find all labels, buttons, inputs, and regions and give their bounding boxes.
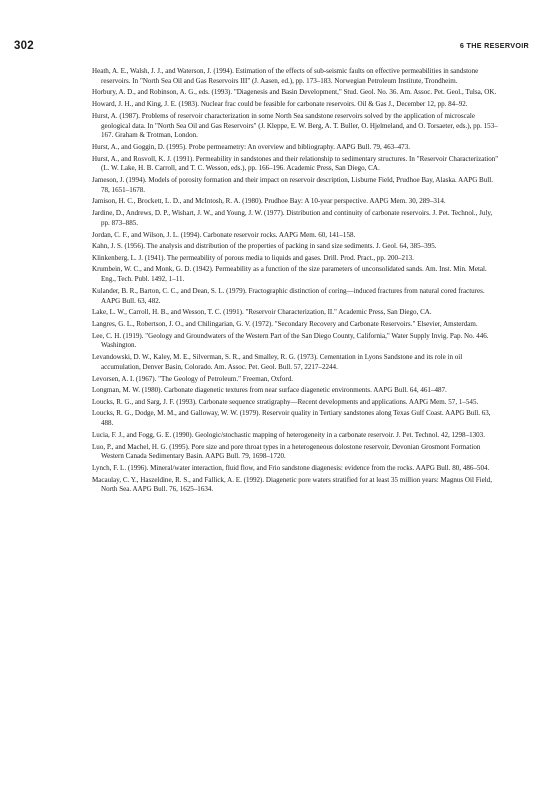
reference-entry: Lynch, F. L. (1996). Mineral/water interaction, fluid flow, and Frio sandstone diagenesis: evidence from the rocks. AAPG Bull. 80, 486–504. xyxy=(92,463,490,472)
reference-entry: Jardine, D., Andrews, D. P., Wishart, J. W., and Young, J. W. (1977). Distribution and continuity of carbonate reservoirs. J. Pet. Technol., July, pp. 873–885. xyxy=(92,209,493,227)
page-number: 302 xyxy=(14,40,34,52)
reference-list xyxy=(92,67,502,497)
reference-entry: Luo, P., and Machel, H. G. (1995). Pore size and pore throat types in a heterogeneous dolostone reservoir, Devonian Grosmont Formation Western Canada Sedimentary Basin. AAPG Bull. 79, 1698–1720. xyxy=(92,442,481,461)
reference-entry: Jameson, J. (1994). Models of porosity formation and their impact on reservoir description, Lisburne Field, Prudhoe Bay, Alaska. AAPG Bull. 78, 1651–1678. xyxy=(92,176,493,194)
reference-entry: Howard, J. H., and King, J. E. (1983). Nuclear frac could be feasible for carbonate reservoirs. Oil & Gas J., December 12, pp. 84–92. xyxy=(92,100,468,109)
reference-entry: Horbury, A. D., and Robinson, A. G., eds. (1993). "Diagenesis and Basin Development," Stud. Geol. No. 36. Am. Assoc. Pet. Geol., Tulsa, OK. xyxy=(92,88,497,97)
page-header xyxy=(14,40,529,56)
running-head: 6 THE RESERVOIR xyxy=(459,41,529,50)
reference-entry: Lucia, F. J., and Fogg, G. E. (1990). Geologic/stochastic mapping of heterogeneity in a carbonate reservoir. J. Pet. Technol. 42, 1298–1303. xyxy=(92,430,485,439)
reference-entry: Jordan, C. F., and Wilson, J. L. (1994). Carbonate reservoir rocks. AAPG Mem. 60, 141–158. xyxy=(92,230,356,239)
reference-entry: Langres, G. L., Robertson, J. O., and Chilingarian, G. V. (1972). "Secondary Recovery and Carbonate Reservoirs." Elsevier, Amsterdam. xyxy=(92,319,478,328)
reference-entry: Krumbein, W. C., and Monk, G. D. (1942). Permeability as a function of the size parameters of unconsolidated sands. Am. Inst. Min. Metal. Eng., Tech. Publ. 1492, 1–11. xyxy=(92,265,487,284)
reference-entry: Hurst, A. (1987). Problems of reservoir characterization in some North Sea sandstone reservoirs solved by the application of microscale geological data. In "North Sea Oil and Gas Reservoirs" (J. Kleppe, E. W. Berg, A. T. Buller, O. Hjelmeland, and O. Torsaeter, eds.), pp. 153–167. Graham & Trotman, London. xyxy=(92,111,498,140)
reference-entry: Hurst, A., and Goggin, D. (1995). Probe permeametry: An overview and bibliography. AAPG Bull. 79, 463–473. xyxy=(92,142,410,151)
reference-entry: Loucks, R. G., and Sarg, J. F. (1993). Carbonate sequence stratigraphy—Recent developments and applications. AAPG Mem. 57, 1–545. xyxy=(92,397,479,406)
reference-entry: Levandowski, D. W., Kaley, M. E., Silverman, S. R., and Smalley, R. G. (1973). Cementation in Lyons Sandstone and its role in oil accumulation, Denver Basin, Colorado. Am. Assoc. Pet. Geol. Bull. 57, 2217–2244. xyxy=(92,353,463,371)
reference-entry: Heath, A. E., Walsh, J. J., and Waterson, J. (1994). Estimation of the effects of sub-seismic faults on effective permeabilities in sandstone reservoirs. In "North Sea Oil and Gas Reservoirs III" (J. Aasen, ed.), pp. 173–183. Norwegian Petroleum Institute, Trondheim. xyxy=(92,67,479,85)
reference-entry: Lake, L. W., Carroll, H. B., and Wesson, T. C. (1991). "Reservoir Characterization, II." Academic Press, San Diego, CA. xyxy=(92,308,432,317)
reference-entry: Hurst, A., and Rosvoll, K. J. (1991). Permeability in sandstones and their relationship to sedimentary structures. In "Reservoir Characterization" (L. W. Lake, H. B. Carroll, and T. C. Wesson, eds.), pp. 166–196. Academic Press, San Diego, CA. xyxy=(92,154,499,173)
reference-entry: Jamison, H. C., Brockett, L. D., and McIntosh, R. A. (1980). Prudhoe Bay: A 10-year perspective. AAPG Mem. 30, 289–314. xyxy=(92,197,446,206)
reference-entry: Klinkenberg, L. J. (1941). The permeability of porous media to liquids and gases. Drill. Prod. Pract., pp. 200–213. xyxy=(92,253,414,262)
reference-entry: Macaulay, C. Y., Haszeldine, R. S., and Fallick, A. E. (1992). Diagenetic pore waters stratified for at least 35 million years: Magnus Oil Field, North Sea. AAPG Bull. 76, 1625–1634. xyxy=(92,475,492,494)
reference-entry: Lee, C. H. (1919). "Geology and Groundwaters of the Western Part of the San Diego County, California," Water Supply Invig. Pap. No. 446. Washington. xyxy=(92,331,489,350)
reference-entry: Levorsen, A. I. (1967). "The Geology of Petroleum." Freeman, Oxford. xyxy=(92,374,294,383)
reference-entry: Kahn, J. S. (1956). The analysis and distribution of the properties of packing in sand size sediments. J. Geol. 64, 385–395. xyxy=(92,242,437,251)
reference-entry: Loucks, R. G., Dodge, M. M., and Galloway, W. W. (1979). Reservoir quality in Tertiary sandstones along Texas Gulf Coast. AAPG Bull. 63, 488. xyxy=(92,409,491,428)
reference-entry: Kulander, B. R., Barton, C. C., and Dean, S. L. (1979). Fractographic distinction of coring—induced fractures from natural cored fractures. AAPG Bull. 63, 482. xyxy=(92,286,485,305)
reference-entry: Longman, M. W. (1980). Carbonate diagenetic textures from near surface diagenetic environments. AAPG Bull. 64, 461–487. xyxy=(92,386,447,395)
